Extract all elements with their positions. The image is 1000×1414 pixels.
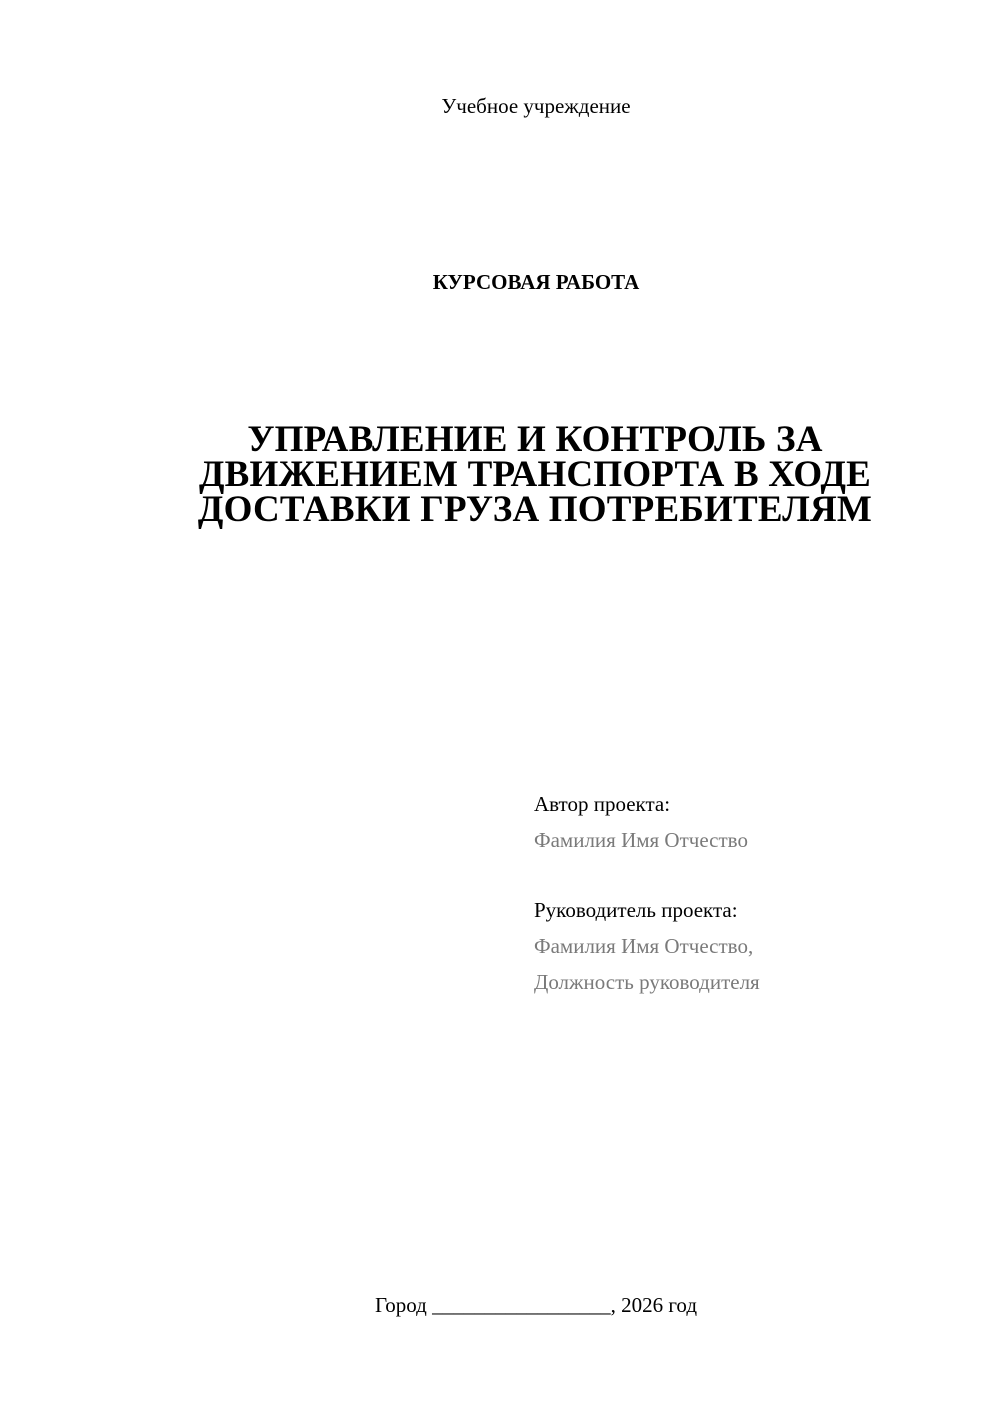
title-line-1: УПРАВЛЕНИЕ И КОНТРОЛЬ ЗА: [247, 419, 823, 460]
city-year-line: [0, 1289, 1000, 1321]
year-text: , 2026 год: [610, 1293, 698, 1317]
supervisor-position: Должность руководителя: [534, 970, 760, 994]
title-line-3: ДОСТАВКИ ГРУЗА ПОТРЕБИТЕЛЯМ: [197, 489, 873, 530]
supervisor-block: [534, 892, 974, 1000]
supervisor-name: Фамилия Имя Отчество,: [534, 934, 754, 958]
title-line-2: ДВИЖЕНИЕМ ТРАНСПОРТА В ХОДЕ: [198, 454, 871, 495]
author-name: Фамилия Имя Отчество: [534, 828, 748, 852]
author-label: Автор проекта:: [534, 792, 671, 816]
institution-name: Учебное учреждение: [441, 94, 631, 118]
author-block: [534, 786, 974, 858]
document-type: КУРСОВАЯ РАБОТА: [432, 270, 640, 294]
supervisor-label: Руководитель проекта:: [534, 898, 738, 922]
city-blank: _________________: [432, 1293, 611, 1317]
document-title: [150, 419, 920, 530]
city-label: Город: [374, 1293, 427, 1317]
